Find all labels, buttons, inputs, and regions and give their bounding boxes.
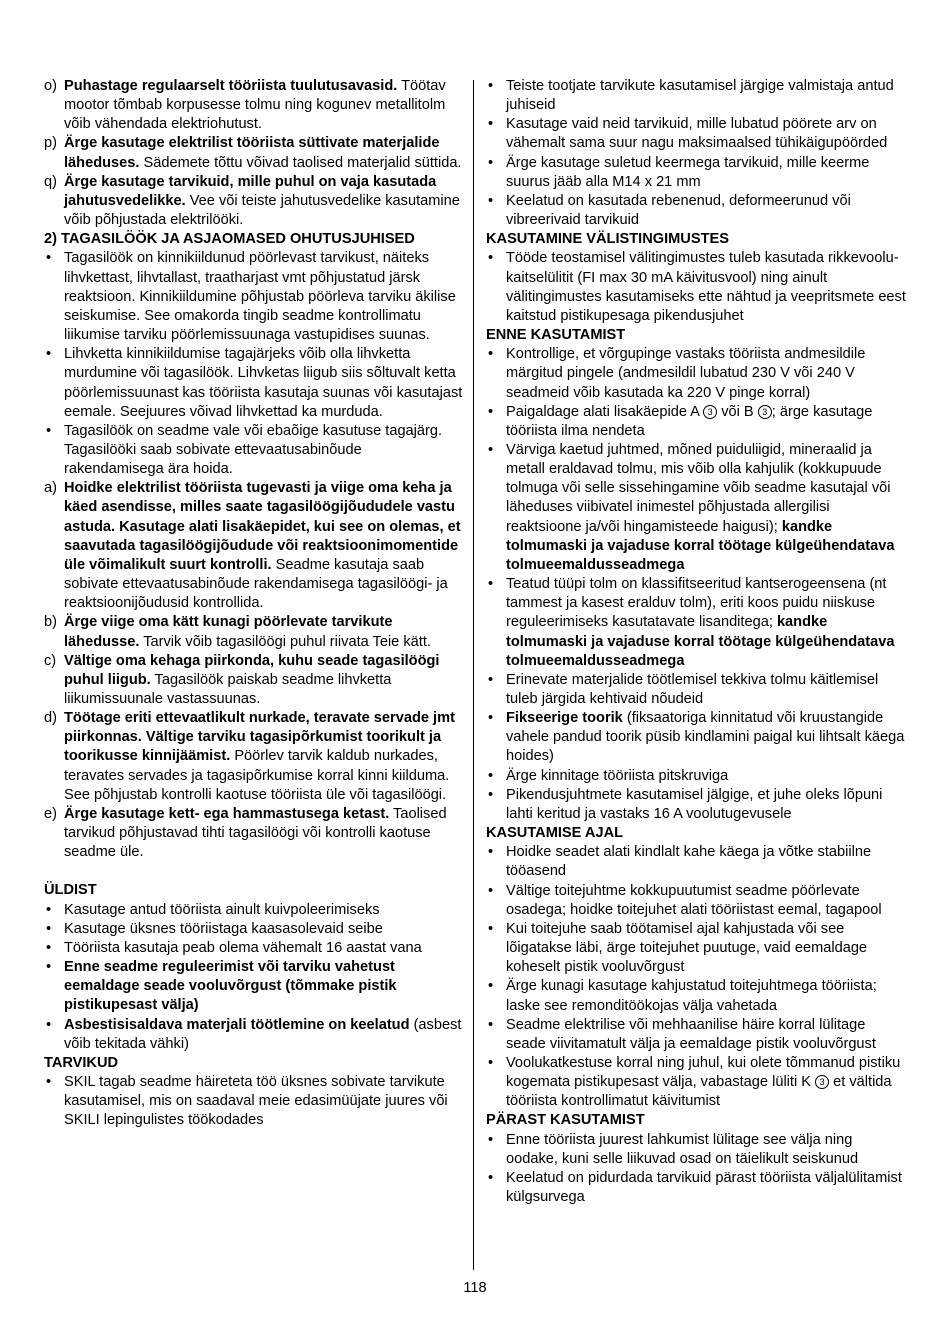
bullet-item: • Pikendusjuhtmete kasutamisel jälgige, et juhe oleks lõpuni lahti keritud ja vastaks 16 A voolutugevusele	[488, 786, 883, 822]
section-heading-during-use: KASUTAMISE AJAL	[486, 825, 624, 842]
page-number: 118	[463, 1280, 487, 1296]
instruction-p: p) Ärge kasutage elektrilist tööriista süttivate materjalide läheduses. Sädemete tõttu võivad taolised materjalid süttida.	[44, 135, 462, 171]
bullet-item: • Kasutage üksnes tööriistaga kaasasolevaid seibe	[46, 920, 383, 937]
right-column	[486, 77, 908, 1207]
bullet-item: • Tööriista kasutaja peab olema vähemalt 16 aastat vana	[46, 939, 422, 956]
bullet-item: • Värviga kaetud juhtmed, mõned puiduliigid, mineraalid ja metall eraldavad tolmu, mis võib olla kahjulik (kokkupuude tolmuga või selle sissehingamine võib seadme kasutajal või läheduses viibivatel inimestel põhjustada allergilisi reaktsioone ja/või hingamisteede haigusi); kandke tolmumaski ja vajaduse korral töötage külgeühendatava tolmueemaldusseadmega	[488, 441, 895, 573]
instruction-e: e) Ärge kasutage kett- ega hammastusega ketast. Taolised tarvikud põhjustavad tihti tagasilöögi või kontrolli kaotuse seadme üle.	[44, 805, 447, 861]
part-number-badge: 3	[703, 405, 717, 419]
bullet-item: • Kontrollige, et võrgupinge vastaks tööriista andmesildile märgitud pingele (andmesildil lubatud 230 V või 240 V seadmeid võib kasutada ka 220 V pinge korral)	[488, 346, 866, 401]
bullet-item: • Ärge kinnitage tööriista pitskruviga	[488, 767, 729, 784]
bullet-item: • Enne seadme reguleerimist või tarviku vahetust eemaldage seade vooluvõrgust (tõmmake pistik pistikupesast välja)	[46, 959, 397, 1014]
bullet-item: • Erinevate materjalide töötlemisel tekkiva tolmu käitlemisel tuleb järgida kehtivaid nõudeid	[488, 671, 879, 707]
bullet-item: • Kasutage antud tööriista ainult kuivpoleerimiseks	[46, 901, 380, 918]
part-number-badge: 3	[758, 405, 772, 419]
section-heading-general: ÜLDIST	[44, 882, 97, 899]
bullet-item: • Keelatud on pidurdada tarvikuid pärast tööriista väljalülitamist külgsurvega	[488, 1169, 902, 1206]
section-heading-accessories: TARVIKUD	[44, 1054, 119, 1071]
instruction-o: o) Puhastage regulaarselt tööriista tuulutusavasid. Töötav mootor tõmbab korpusesse tolmu ning kogunev metallitolm võib vähendada elektriohutust.	[44, 78, 446, 133]
bullet-item: • Ärge kunagi kasutage kahjustatud toitejuhtmega tööriista; laske see remonditöökojas välja vahetada	[488, 978, 877, 1014]
bullet-item: • Tagasilöök on kinnikiildunud pöörlevast tarvikust, näiteks lihvkettast, lihvtallast, traatharjast vmt põhjustatud järsk reaktsioon. Kinnikiildumine põhjustab pöörleva tarviku äkilise seiskumise. See omakorda tingib seadme kontrollimatu liikumise tarviku pöörlemissuunaga vastupidises suunas.	[46, 250, 456, 344]
bullet-item: • Paigaldage alati lisakäepide A 3 või B 3 ; ärge kasutage tööriista ilma nendeta	[488, 403, 873, 439]
instruction-q: q) Ärge kasutage tarvikuid, mille puhul on vaja kasutada jahutusvedelikke. Vee või teiste jahutusvedelike kasutamine võib põhjustada elektrilööki.	[44, 173, 460, 229]
bullet-item: • Kasutage vaid neid tarvikuid, mille lubatud pöörete arv on vähemalt sama suur nagu maksimaalsed tühikäigupöörded	[488, 116, 888, 152]
bullet-item: • Asbestisisaldava materjali töötlemine on keelatud (asbest võib tekitada vähki)	[46, 1016, 462, 1052]
bullet-item: • Voolukatkestuse korral ning juhul, kui olete tõmmanud pistiku kogemata pistikupesast välja, vabastage lüliti K 3 et vältida tööriista kontrollimatut käivitumist	[488, 1054, 901, 1110]
bullet-item: • SKIL tagab seadme häireteta töö üksnes sobivate tarvikute kasutamisel, mis on saadaval meie edasimüüjate juures või SKILI lepingulistes töökodades	[46, 1073, 448, 1129]
instruction-a: a) Hoidke elektrilist tööriista tugevasti ja viige oma keha ja käed asendisse, milles saate tagasilöögijõududele vastu astuda. Kasutage alati lisakäepidet, kui see on olemas, et saavutada tagasilöögijõudude või reaktsioonimomentide üle võimalikult suurt kontrolli. Seadme kasutaja saab sobivate ettevaatusabinõude rakendamisega tagasilöögi- ja reaktsioonijõudusid kontrollida.	[44, 480, 461, 612]
left-column	[44, 77, 464, 1130]
column-divider	[473, 80, 474, 1270]
bullet-item: • Teatud tüüpi tolm on klassifitseeritud kantserogeensena (nt tammest ja kasest eralduv tolm), eriti koos puidu niiskuse reguleerimiseks kasutatavate lisanditega; kandke tolmumaski ja vajaduse korral töötage külgeühendatava tolmueemaldusseadmega	[488, 576, 895, 669]
bullet-item: • Vältige toitejuhtme kokkupuutumist seadme pöörlevate osadega; hoidke toitejuhet alati tööriistast eemal, tagapool	[488, 882, 882, 918]
bullet-item: • Seadme elektrilise või mehhaanilise häire korral lülitage seade viivitamatult välja ja eemaldage pistik vooluvõrgust	[488, 1016, 876, 1052]
instruction-b: b) Ärge viige oma kätt kunagi pöörlevate tarvikute lähedusse. Tarvik võib tagasilöögi puhul riivata Teie kätt.	[44, 614, 431, 650]
section-heading-kickback: 2) TAGASILÖÖK JA ASJAOMASED OHUTUSJUHISED	[44, 231, 415, 248]
bullet-item: • Teiste tootjate tarvikute kasutamisel järgige valmistaja antud juhiseid	[488, 78, 894, 114]
bullet-item: • Lihvketta kinnikiildumise tagajärjeks võib olla lihvketta murdumine või tagasilöök. Lihvketas liigub siis sõltuvalt ketta pöörlemissuunast kas tööriista kasutaja suunas või kasutajast eemale. Seejuures võivad lihvkettad ka murduda.	[46, 346, 463, 420]
bullet-item: • Hoidke seadet alati kindlalt kahe käega ja võtke stabiilne tööasend	[488, 844, 872, 880]
bullet-item: • Enne tööriista juurest lahkumist lülitage see välja ning oodake, kuni selle liikuvad osad on täielikult seiskunud	[488, 1131, 859, 1167]
instruction-d: d) Töötage eriti ettevaatlikult nurkade, teravate servade jmt piirkonnas. Vältige tarviku tagasipõrkumist toorikult ja toorikusse kinnijäämist. Pöörlev tarvik kaldub nurkades, teravates servades ja tagasipõrkumise korral kinni kiilduma. See põhjustab kontrolli kaotuse tööriista üle või tagasilöögi.	[44, 710, 455, 803]
section-heading-before-use: ENNE KASUTAMIST	[486, 327, 626, 344]
section-heading-outdoor: KASUTAMINE VÄLISTINGIMUSTES	[486, 231, 729, 248]
section-heading-after-use: PÄRAST KASUTAMIST	[486, 1112, 645, 1129]
instruction-c: c) Vältige oma kehaga piirkonda, kuhu seade tagasilöögi puhul liigub. Tagasilöök paiskab seadme lihvketta liikumissuunale vastassuunas.	[44, 652, 440, 707]
bullet-item: • Fikseerige toorik (fiksaatoriga kinnitatud või kruustangide vahele pandud toorik püsib kindlamini paigal kui lihtsalt käega hoides)	[488, 710, 905, 765]
part-number-badge: 3	[815, 1075, 829, 1089]
bullet-item: • Ärge kasutage suletud keermega tarvikuid, mille keerme suurus jääb alla M14 x 21 mm	[488, 154, 870, 190]
bullet-item: • Kui toitejuhe saab töötamisel ajal kahjustada või see lõigatakse läbi, ärge toitejuhet puutuge, vaid eemaldage koheselt pistik vooluvõrgust	[488, 920, 868, 976]
bullet-item: • Tagasilöök on seadme vale või ebaõige kasutuse tagajärg. Tagasilööki saab sobivate ettevaatusabinõude rakendamisega ära hoida.	[46, 422, 443, 478]
bullet-item: • Tööde teostamisel välitingimustes tuleb kasutada rikkevoolu-kaitselülitit (FI max 30 mA käivitusvool) ning ainult välitingimustes kasutamiseks ette nähtud ja veepritsmete eest kaitstud pistikupesaga pikendusjuhet	[488, 250, 906, 324]
bullet-item: • Keelatud on kasutada rebenenud, deformeerunud või vibreerivaid tarvikuid	[488, 192, 851, 229]
